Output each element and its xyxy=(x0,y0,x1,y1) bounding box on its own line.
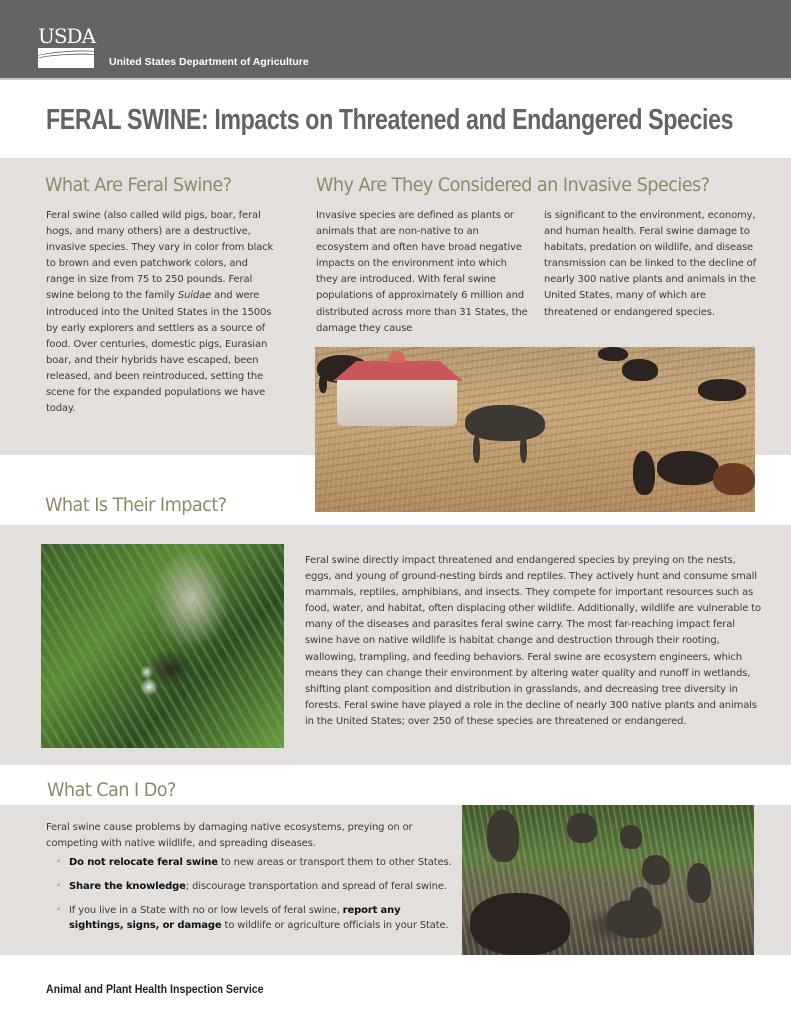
agency-name: United States Department of Agriculture xyxy=(109,56,309,68)
page-title: FERAL SWINE: Impacts on Threatened and Endangered Species xyxy=(46,104,734,136)
usda-header-bar xyxy=(0,0,791,80)
family-name-italic: Suidae xyxy=(177,290,212,302)
usda-logo xyxy=(38,26,96,68)
usda-logo-text: USDA xyxy=(38,24,96,48)
heading-what-are-feral-swine: What Are Feral Swine? xyxy=(45,174,232,196)
action-item: • Share the knowledge; discourage transportation and spread of feral swine. xyxy=(56,879,456,895)
heading-what-is-their-impact: What Is Their Impact? xyxy=(45,494,227,516)
what-can-i-do-intro: Feral swine cause problems by damaging native ecosystems, preying on or competing with native wildlife, and spreading diseases. xyxy=(46,822,413,850)
heading-why-invasive: Why Are They Considered an Invasive Species? xyxy=(316,174,710,196)
why-invasive-text-col2: is significant to the environment, economy, and human health. Feral swine damage to habitats, predation on wildlife, and disease transmission can be linked to the decline of nearly 300 native plants and animals in the United States, many of which are threatened or endangered species. xyxy=(544,210,756,318)
action-list xyxy=(56,855,456,942)
action-item: • Do not relocate feral swine to new areas or transport them to other States. xyxy=(56,855,456,871)
why-invasive-text-col1: Invasive species are defined as plants or animals that are non-native to an ecosystem and often have broad negative impacts on the environment into which they are introduced. With feral swine populations of approximately 6 million and distributed across more than 31 States, the damage they cause xyxy=(316,210,528,334)
impact-text: Feral swine directly impact threatened and endangered species by preying on the nests, eggs, and young of ground-nesting birds and reptiles. They actively hunt and consume small mammals, reptiles, amphibians, and insects. They compete for important resources such as food, water, and habitat, often displacing other wildlife. Additionally, wildlife are vulnerable to many of the diseases and parasites feral swine carry. The most far-reaching impact feral swine have on native wildlife is habitat change and destruction through their rooting, wallowing, trampling, and feeding behaviors. Feral swine are ecosystem engineers, which means they can change their environment by altering water quality and runoff in wetlands, shifting plant composition and distribution in grasslands, and decreasing tree diversity in forests. Feral swine have played a role in the decline of nearly 300 native plants and animals in the United States; over 250 of these species are threatened or endangered. xyxy=(305,555,762,727)
action-item: • If you live in a State with no or low levels of feral swine, report any sightings, signs, or damage to wildlife or agriculture officials in your State. xyxy=(56,903,456,934)
heading-what-can-i-do: What Can I Do? xyxy=(47,779,176,801)
footer-agency-name: Animal and Plant Health Inspection Service xyxy=(46,984,264,996)
what-are-feral-swine-text: Feral swine (also called wild pigs, boar, feral hogs, and many others) are a destructive, invasive species. They vary in color from black to brown and even patchwork colors, and range in size from 75 to 250 pounds. Feral swine belong to the family Suidae and were introduced into the United States in the 1500s by early explorers and settlers as a source of food. Over centuries, domestic pigs, Eurasian boar, and their hybrids have escaped, been released, and been reintroduced, setting the scene for the expanded populations we have today. xyxy=(46,210,274,415)
feral-swine-herd-photo xyxy=(462,805,754,955)
swine-raiding-nest-photo xyxy=(41,544,284,748)
usda-logo-landscape-icon xyxy=(38,48,94,68)
feral-swine-field-photo xyxy=(315,347,755,512)
